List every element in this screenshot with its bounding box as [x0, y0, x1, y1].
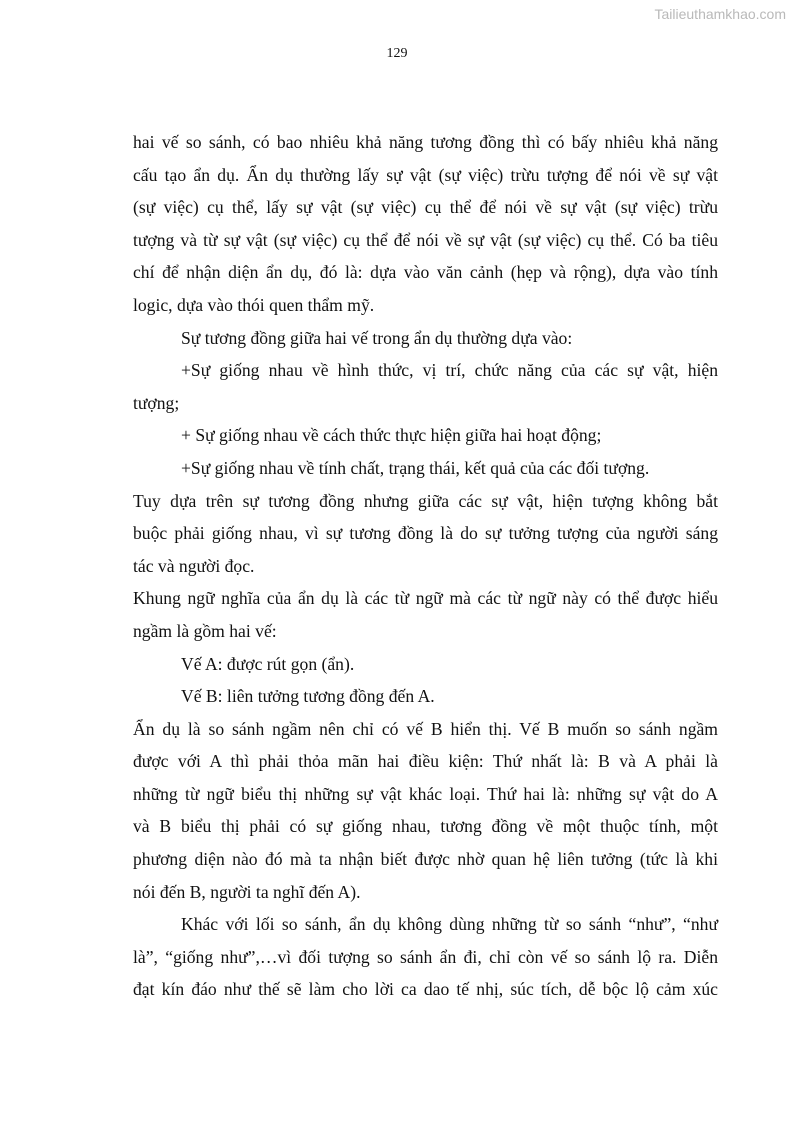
text-line: cấu tạo ẩn dụ. Ẩn dụ thường lấy sự vật (sự việc) trừu tượng để nói về sự vật [133, 164, 718, 185]
text-line: và B biểu thị phải có sự giống nhau, tương đồng về một thuộc tính, một [133, 816, 718, 837]
text-line: được với A thì phải thỏa mãn hai điều kiện: Thứ nhất là: B và A phải là [133, 751, 718, 772]
text-line: +Sự giống nhau về hình thức, vị trí, chức năng của các sự vật, hiện [181, 360, 718, 381]
text-line: ngầm là gồm hai vế: [133, 620, 277, 641]
text-line: tượng và từ sự vật (sự việc) cụ thể để nói về sự vật (sự việc) cụ thể. Có ba tiêu [133, 229, 718, 250]
watermark: Tailieuthamkhao.com [654, 6, 786, 22]
document-body [133, 126, 718, 1006]
text-line: những từ ngữ biểu thị những sự vật khác loại. Thứ hai là: những sự vật do A [133, 783, 718, 804]
text-line: Khác với lối so sánh, ẩn dụ không dùng những từ so sánh “như”, “như [181, 914, 718, 935]
text-line: Ẩn dụ là so sánh ngầm nên chỉ có vế B hiển thị. Vế B muốn so sánh ngầm [133, 718, 718, 739]
text-line: đạt kín đáo như thế sẽ làm cho lời ca dao tế nhị, súc tích, dễ bộc lộ cảm xúc [133, 979, 718, 1000]
text-line: Vế A: được rút gọn (ẩn). [181, 653, 355, 674]
text-line: buộc phải giống nhau, vì sự tương đồng là do sự tưởng tượng của người sáng [133, 523, 718, 544]
page-number: 129 [386, 46, 408, 61]
text-line: logic, dựa vào thói quen thẩm mỹ. [133, 294, 375, 315]
text-line: hai vế so sánh, có bao nhiêu khả năng tương đồng thì có bấy nhiêu khả năng [133, 132, 718, 152]
text-line: (sự việc) cụ thể, lấy sự vật (sự việc) cụ thể để nói về sự vật (sự việc) trừu [133, 197, 718, 218]
text-line: Khung ngữ nghĩa của ẩn dụ là các từ ngữ mà các từ ngữ này có thể được hiểu [133, 588, 718, 609]
text-line: chí để nhận diện ẩn dụ, đó là: dựa vào văn cảnh (hẹp và rộng), dựa vào tính [133, 262, 718, 283]
text-line: tác và người đọc. [133, 555, 255, 576]
text-line: là”, “giống như”,…vì đối tượng so sánh ẩn đi, chỉ còn vế so sánh lộ ra. Diễn [133, 946, 718, 967]
text-line: +Sự giống nhau về tính chất, trạng thái, kết quả của các đối tượng. [181, 457, 650, 478]
text-line: Tuy dựa trên sự tương đồng nhưng giữa các sự vật, hiện tượng không bắt [133, 490, 718, 511]
text-line: Sự tương đồng giữa hai vế trong ẩn dụ thường dựa vào: [181, 327, 573, 348]
text-line: nói đến B, người ta nghĩ đến A). [133, 881, 361, 902]
text-line: phương diện nào đó mà ta nhận biết được nhờ quan hệ liên tưởng (tức là khi [133, 849, 718, 870]
text-line: tượng; [133, 392, 180, 413]
text-line: + Sự giống nhau về cách thức thực hiện giữa hai hoạt động; [181, 425, 602, 446]
text-line: Vế B: liên tưởng tương đồng đến A. [181, 686, 435, 707]
